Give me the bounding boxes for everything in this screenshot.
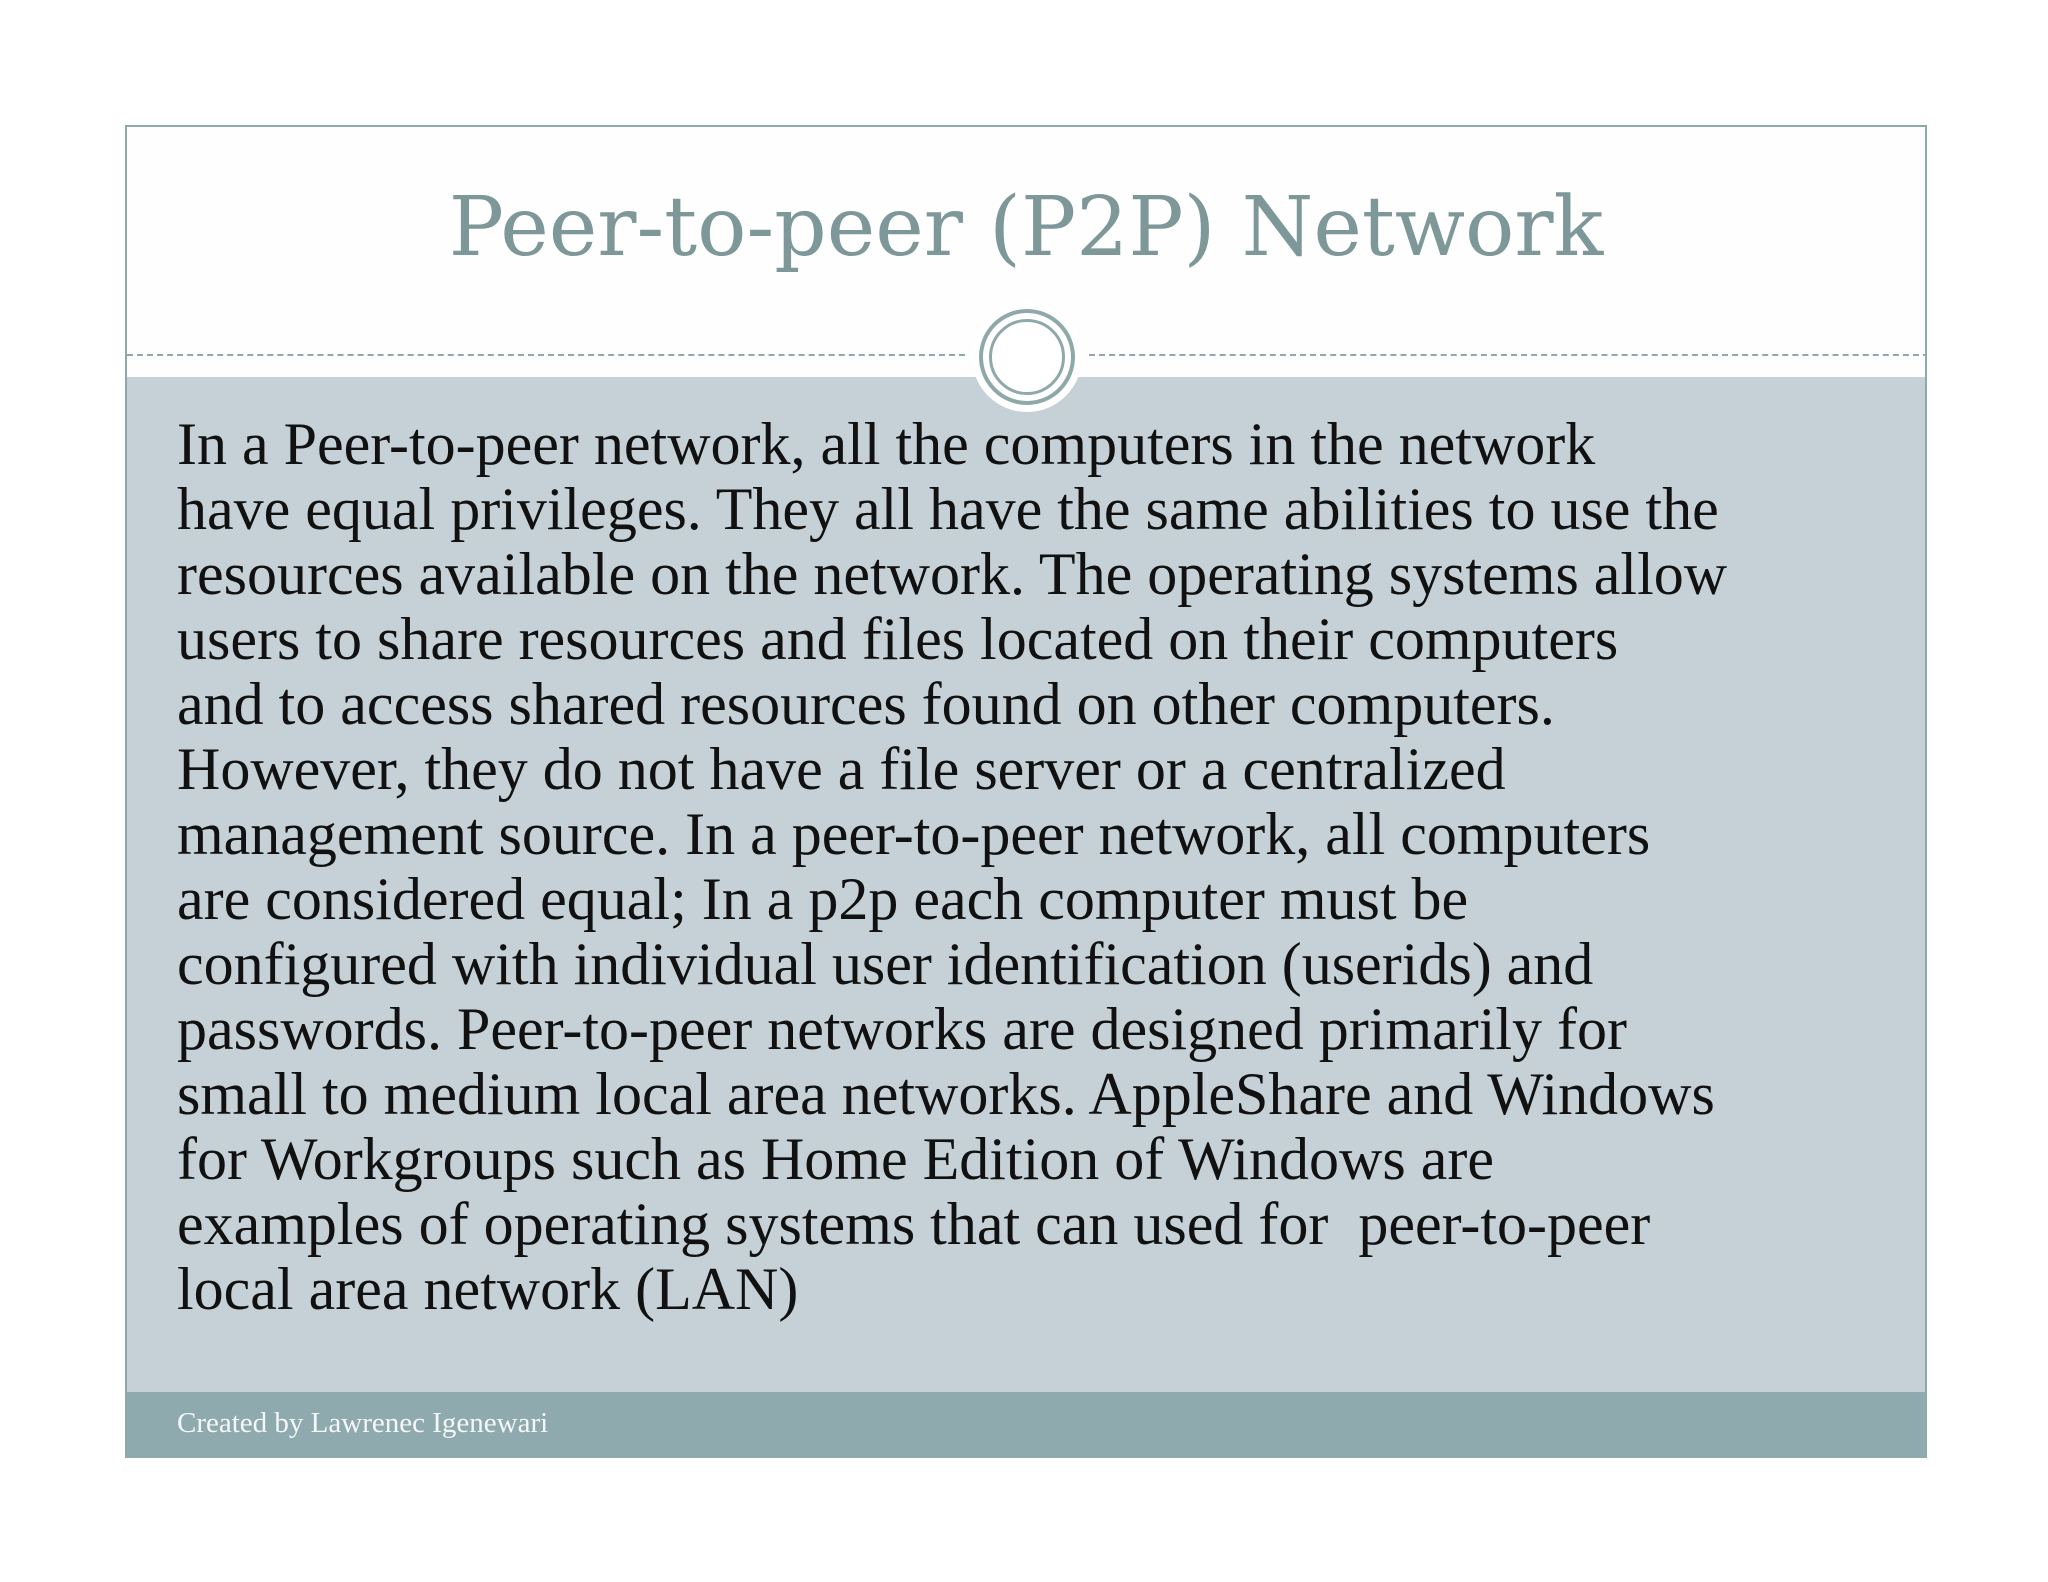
body-line: However, they do not have a file server or a centralized	[177, 736, 1506, 802]
footer-credit: Created by Lawrenec Igenewari	[177, 1407, 549, 1439]
body-line: have equal privileges. They all have the same abilities to use the	[177, 476, 1719, 542]
body-line: local area network (LAN)	[177, 1256, 799, 1322]
body-line: In a Peer-to-peer network, all the computers in the network	[177, 411, 1596, 477]
body-line: resources available on the network. The operating systems allow	[177, 541, 1728, 607]
body-text	[177, 412, 1922, 1322]
circle-ornament-inner-ring	[989, 319, 1065, 395]
body-line: configured with individual user identification (userids) and	[177, 931, 1594, 997]
footer-bar	[127, 1392, 1925, 1456]
body-line: passwords. Peer-to-peer networks are designed primarily for	[177, 996, 1627, 1062]
body-line: and to access shared resources found on other computers.	[177, 671, 1555, 737]
body-line: management source. In a peer-to-peer network, all computers	[177, 801, 1651, 867]
divider-left	[127, 354, 965, 356]
body-line: small to medium local area networks. AppleShare and Windows	[177, 1061, 1715, 1127]
body-line: users to share resources and files located on their computers	[177, 606, 1619, 672]
divider-right	[1089, 354, 1927, 356]
body-line: are considered equal; In a p2p each computer must be	[177, 866, 1469, 932]
slide	[125, 125, 1927, 1458]
circle-ornament-icon	[979, 309, 1075, 405]
slide-title: Peer-to-peer (P2P) Network	[448, 180, 1604, 275]
body-line: for Workgroups such as Home Edition of Windows are	[177, 1126, 1494, 1192]
body-line: examples of operating systems that can used for peer-to-peer	[177, 1191, 1651, 1257]
